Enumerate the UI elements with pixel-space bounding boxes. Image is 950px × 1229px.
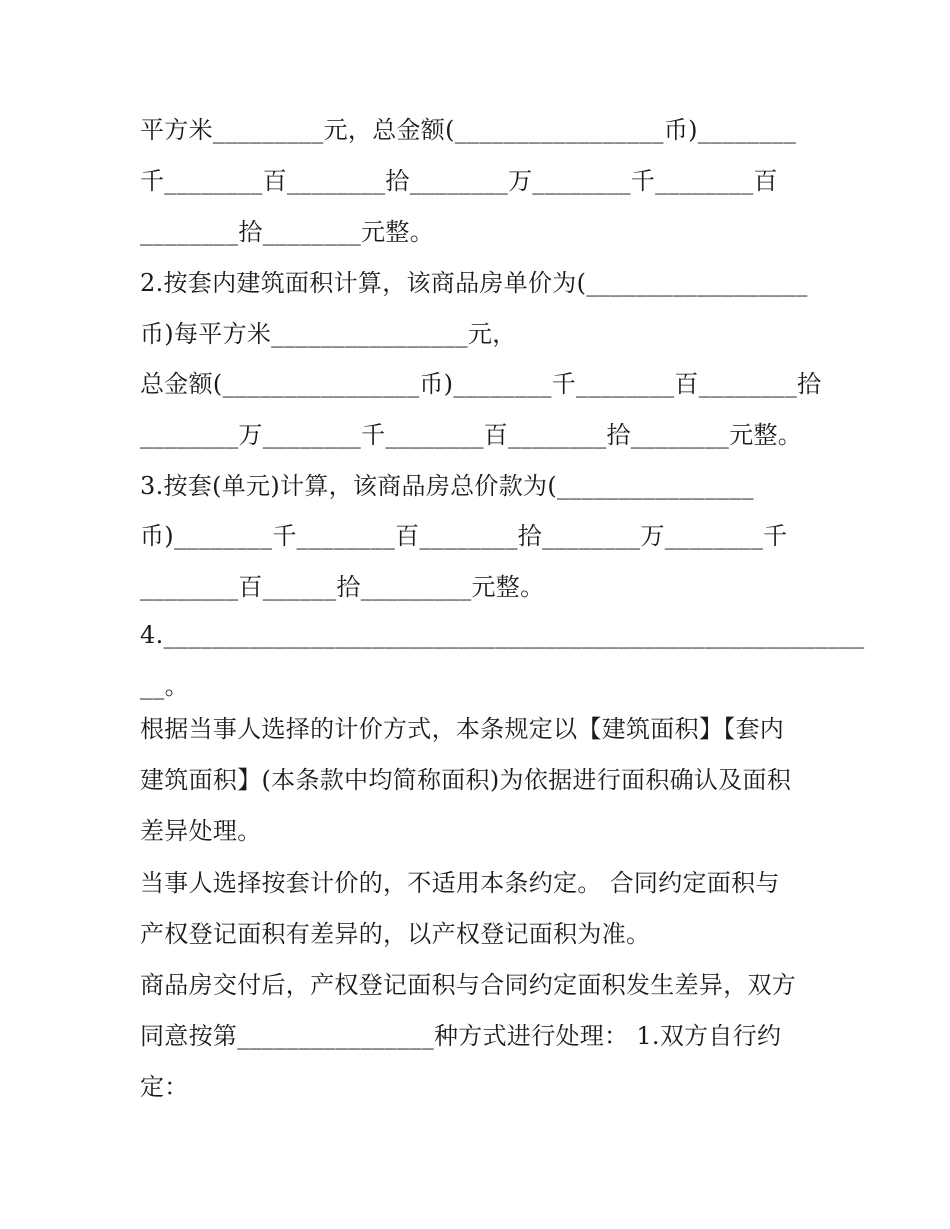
text-line: 总金额(________________币)________千________百________拾 xyxy=(140,370,822,398)
text-line: 产权登记面积有差异的，以产权登记面积为准。 xyxy=(140,920,651,948)
text-line: 4._________________________________________________________ xyxy=(140,621,865,649)
text-line: ________万________千________百________拾________元整。 xyxy=(140,421,803,449)
text-line: ________百______拾_________元整。 xyxy=(140,573,545,601)
text-line: 根据当事人选择的计价方式，本条规定以【建筑面积】【套内 xyxy=(140,715,785,743)
text-line: 当事人选择按套计价的，不适用本条约定。 合同约定面积与 xyxy=(140,869,780,897)
text-line: 商品房交付后，产权登记面积与合同约定面积发生差异，双方 xyxy=(140,971,797,999)
text-line: 定： xyxy=(140,1073,189,1101)
text-line: 3.按套(单元)计算，该商品房总价款为(________________ xyxy=(140,472,754,500)
text-line: ________拾________元整。 xyxy=(140,218,434,246)
text-line: __。 xyxy=(140,672,189,700)
text-line: 2.按套内建筑面积计算，该商品房单价为(__________________ xyxy=(140,269,808,297)
text-line: 建筑面积】(本条款中均简称面积)为依据进行面积确认及面积 xyxy=(140,766,792,794)
text-line: 千________百________拾________万________千________百 xyxy=(140,167,778,195)
text-line: 币)每平方米________________元， xyxy=(140,320,517,348)
text-line: 差异处理。 xyxy=(140,817,262,845)
text-line: 平方米_________元，总金额(_________________币)________ xyxy=(140,116,797,144)
text-line: 同意按第________________种方式进行处理： 1.双方自行约 xyxy=(140,1022,782,1050)
text-line: 币)________千________百________拾________万________千 xyxy=(140,522,788,550)
